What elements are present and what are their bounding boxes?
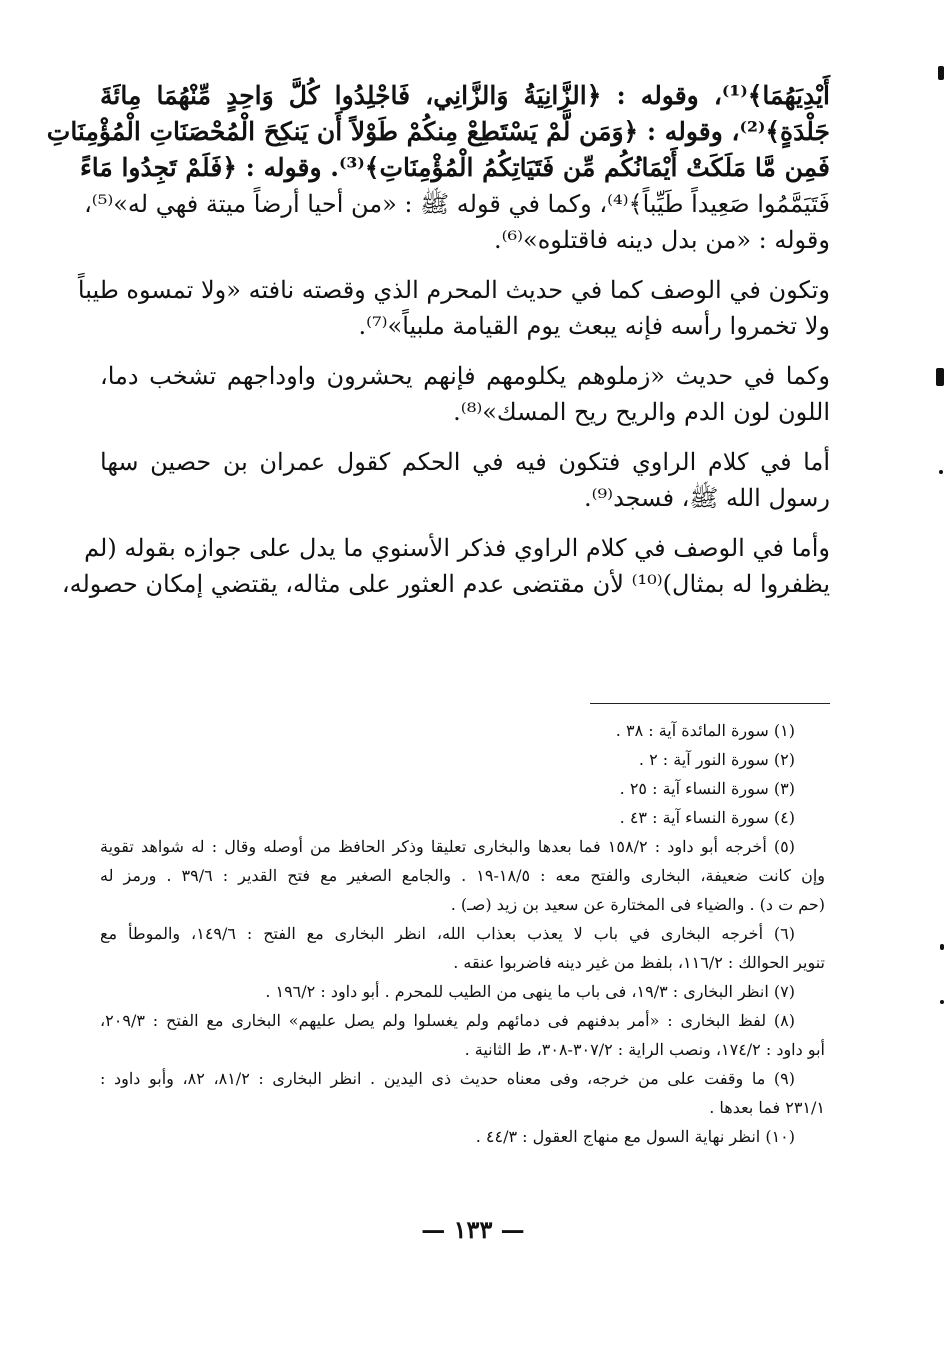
text-line: أَيْدِيَهُمَا﴾⁽¹⁾، وقوله : ﴿الزَّانِيَةُ وَالزَّانِي، فَاجْلِدُوا كُلَّ وَاحِدٍ مِّنْهُمَا مِائَةَ xyxy=(100,81,830,110)
text-line: اللون لون الدم والريح ريح المسك»⁽⁸⁾. xyxy=(453,398,830,426)
paragraph-asnawi xyxy=(61,530,830,602)
footnote: (٤) سورة النساء آية : ٤٣ . xyxy=(619,808,795,827)
text-line: يظفروا له بمثال)⁽¹⁰⁾ لأن مقتضى عدم العثور على مثاله، يقتضي إمكان حصوله، xyxy=(61,570,830,598)
text-line: وأما في الوصف في كلام الراوي فذكر الأسنوي ما يدل على جوازه بقوله (لم xyxy=(84,534,830,562)
footnote-separator xyxy=(590,703,830,704)
footnote: (١) سورة المائدة آية : ٣٨ . xyxy=(615,721,795,740)
scan-mark xyxy=(940,1000,944,1004)
footnote-continuation: تنوير الحوالك : ١١٦/٢، بلفظ من غير دينه فاضربوا عنقه . xyxy=(453,953,825,972)
footnote: (٢) سورة النور آية : ٢ . xyxy=(638,750,795,769)
scan-mark xyxy=(936,368,944,386)
page-number: — ١٣٣ — xyxy=(421,1215,525,1244)
footnote-continuation: (حم ت د) . والضياء فى المختارة عن سعيد بن زيد (صـ) . xyxy=(450,895,825,914)
footnote: (٩) ما وقفت على من خرجه، وفى معناه حديث ذى اليدين . انظر البخارى : ٨١/٢، ٨٢، وأبو داود : xyxy=(100,1069,796,1088)
footnote-continuation: أبو داود : ١٧٤/٢، ونصب الراية : ٣٠٧/٢-٣٠٨، ط الثانية . xyxy=(464,1040,825,1059)
text-line: وتكون في الوصف كما في حديث المحرم الذي وقصته نافته «ولا تمسوه طيباً xyxy=(77,276,830,304)
footnote: (٦) أخرجه البخارى في باب لا يعذب بعذاب الله، انظر البخارى مع الفتح : ١٤٩/٦، والموطأ مع xyxy=(100,924,796,943)
footnote: (٧) انظر البخارى : ١٩/٣، فى باب ما ينهى من الطيب للمحرم . أبو داود : ١٩٦/٢ . xyxy=(265,982,795,1001)
text-line: ولا تخمروا رأسه فإنه يبعث يوم القيامة ملبياً»⁽⁷⁾. xyxy=(358,312,830,340)
footnotes xyxy=(100,716,825,1151)
paragraph-hadith xyxy=(100,358,830,430)
text-line: فَمِن مَّا مَلَكَتْ أَيْمَانُكُم مِّن فَتَيَاتِكُمُ الْمُؤْمِنَاتِ﴾⁽³⁾. وقوله : ﴿فَلَمْ تَجِدُوا مَاءً xyxy=(80,153,830,182)
footnote: (٣) سورة النساء آية : ٢٥ . xyxy=(619,779,795,798)
paragraph-rawi xyxy=(100,444,830,516)
footnote: (٥) أخرجه أبو داود : ١٥٨/٢ فما بعدها والبخارى تعليقا وذكر الحافظ من أوصله وقال : له شواهد تقوية xyxy=(100,837,796,856)
footnote-continuation: وإن كانت ضعيفة، البخارى والفتح معه : ١٨/٥-١٩ . والجامع الصغير مع فتح القدير : ٣٩/٦ . ورمز له xyxy=(100,866,825,885)
footnote-continuation: ٢٣١/١ فما بعدها . xyxy=(709,1098,825,1117)
text-line: وقوله : «من بدل دينه فاقتلوه»⁽⁶⁾. xyxy=(493,226,830,254)
scan-mark xyxy=(938,66,944,80)
text-line: فَتَيَمَّمُوا صَعِيداً طَيِّباً﴾⁽⁴⁾، وكما في قوله ﷺ : «من أحيا أرضاً ميتة فهي له»⁽⁵⁾، xyxy=(84,190,830,218)
scan-mark xyxy=(939,470,943,474)
text-line: جَلْدَةٍ﴾⁽²⁾، وقوله : ﴿وَمَن لَّمْ يَسْتَطِعْ مِنكُمْ طَوْلاً أَن يَنكِحَ الْمُحْصَنَاتِ الْمُؤْمِنَاتِ xyxy=(46,117,830,146)
text-line: أما في كلام الراوي فتكون فيه في الحكم كقول عمران بن حصين سها xyxy=(100,448,830,476)
footnote: (١٠) انظر نهاية السول مع منهاج العقول : ٤٤/٣ . xyxy=(475,1127,795,1146)
paragraph-wasf xyxy=(77,272,830,344)
scan-mark xyxy=(940,944,944,950)
footnote: (٨) لفظ البخارى : «أمر بدفنهم فى دمائهم ولم يغسلوا ولم يصل عليهم» البخارى مع الفتح : ٢٠٩/٣، xyxy=(100,1011,795,1030)
text-line: وكما في حديث «زملوهم يكلومهم فإنهم يحشرون واوداجهم تشخب دما، xyxy=(100,362,830,390)
main-text xyxy=(46,78,830,602)
text-line: رسول الله ﷺ، فسجد⁽⁹⁾. xyxy=(584,484,830,512)
